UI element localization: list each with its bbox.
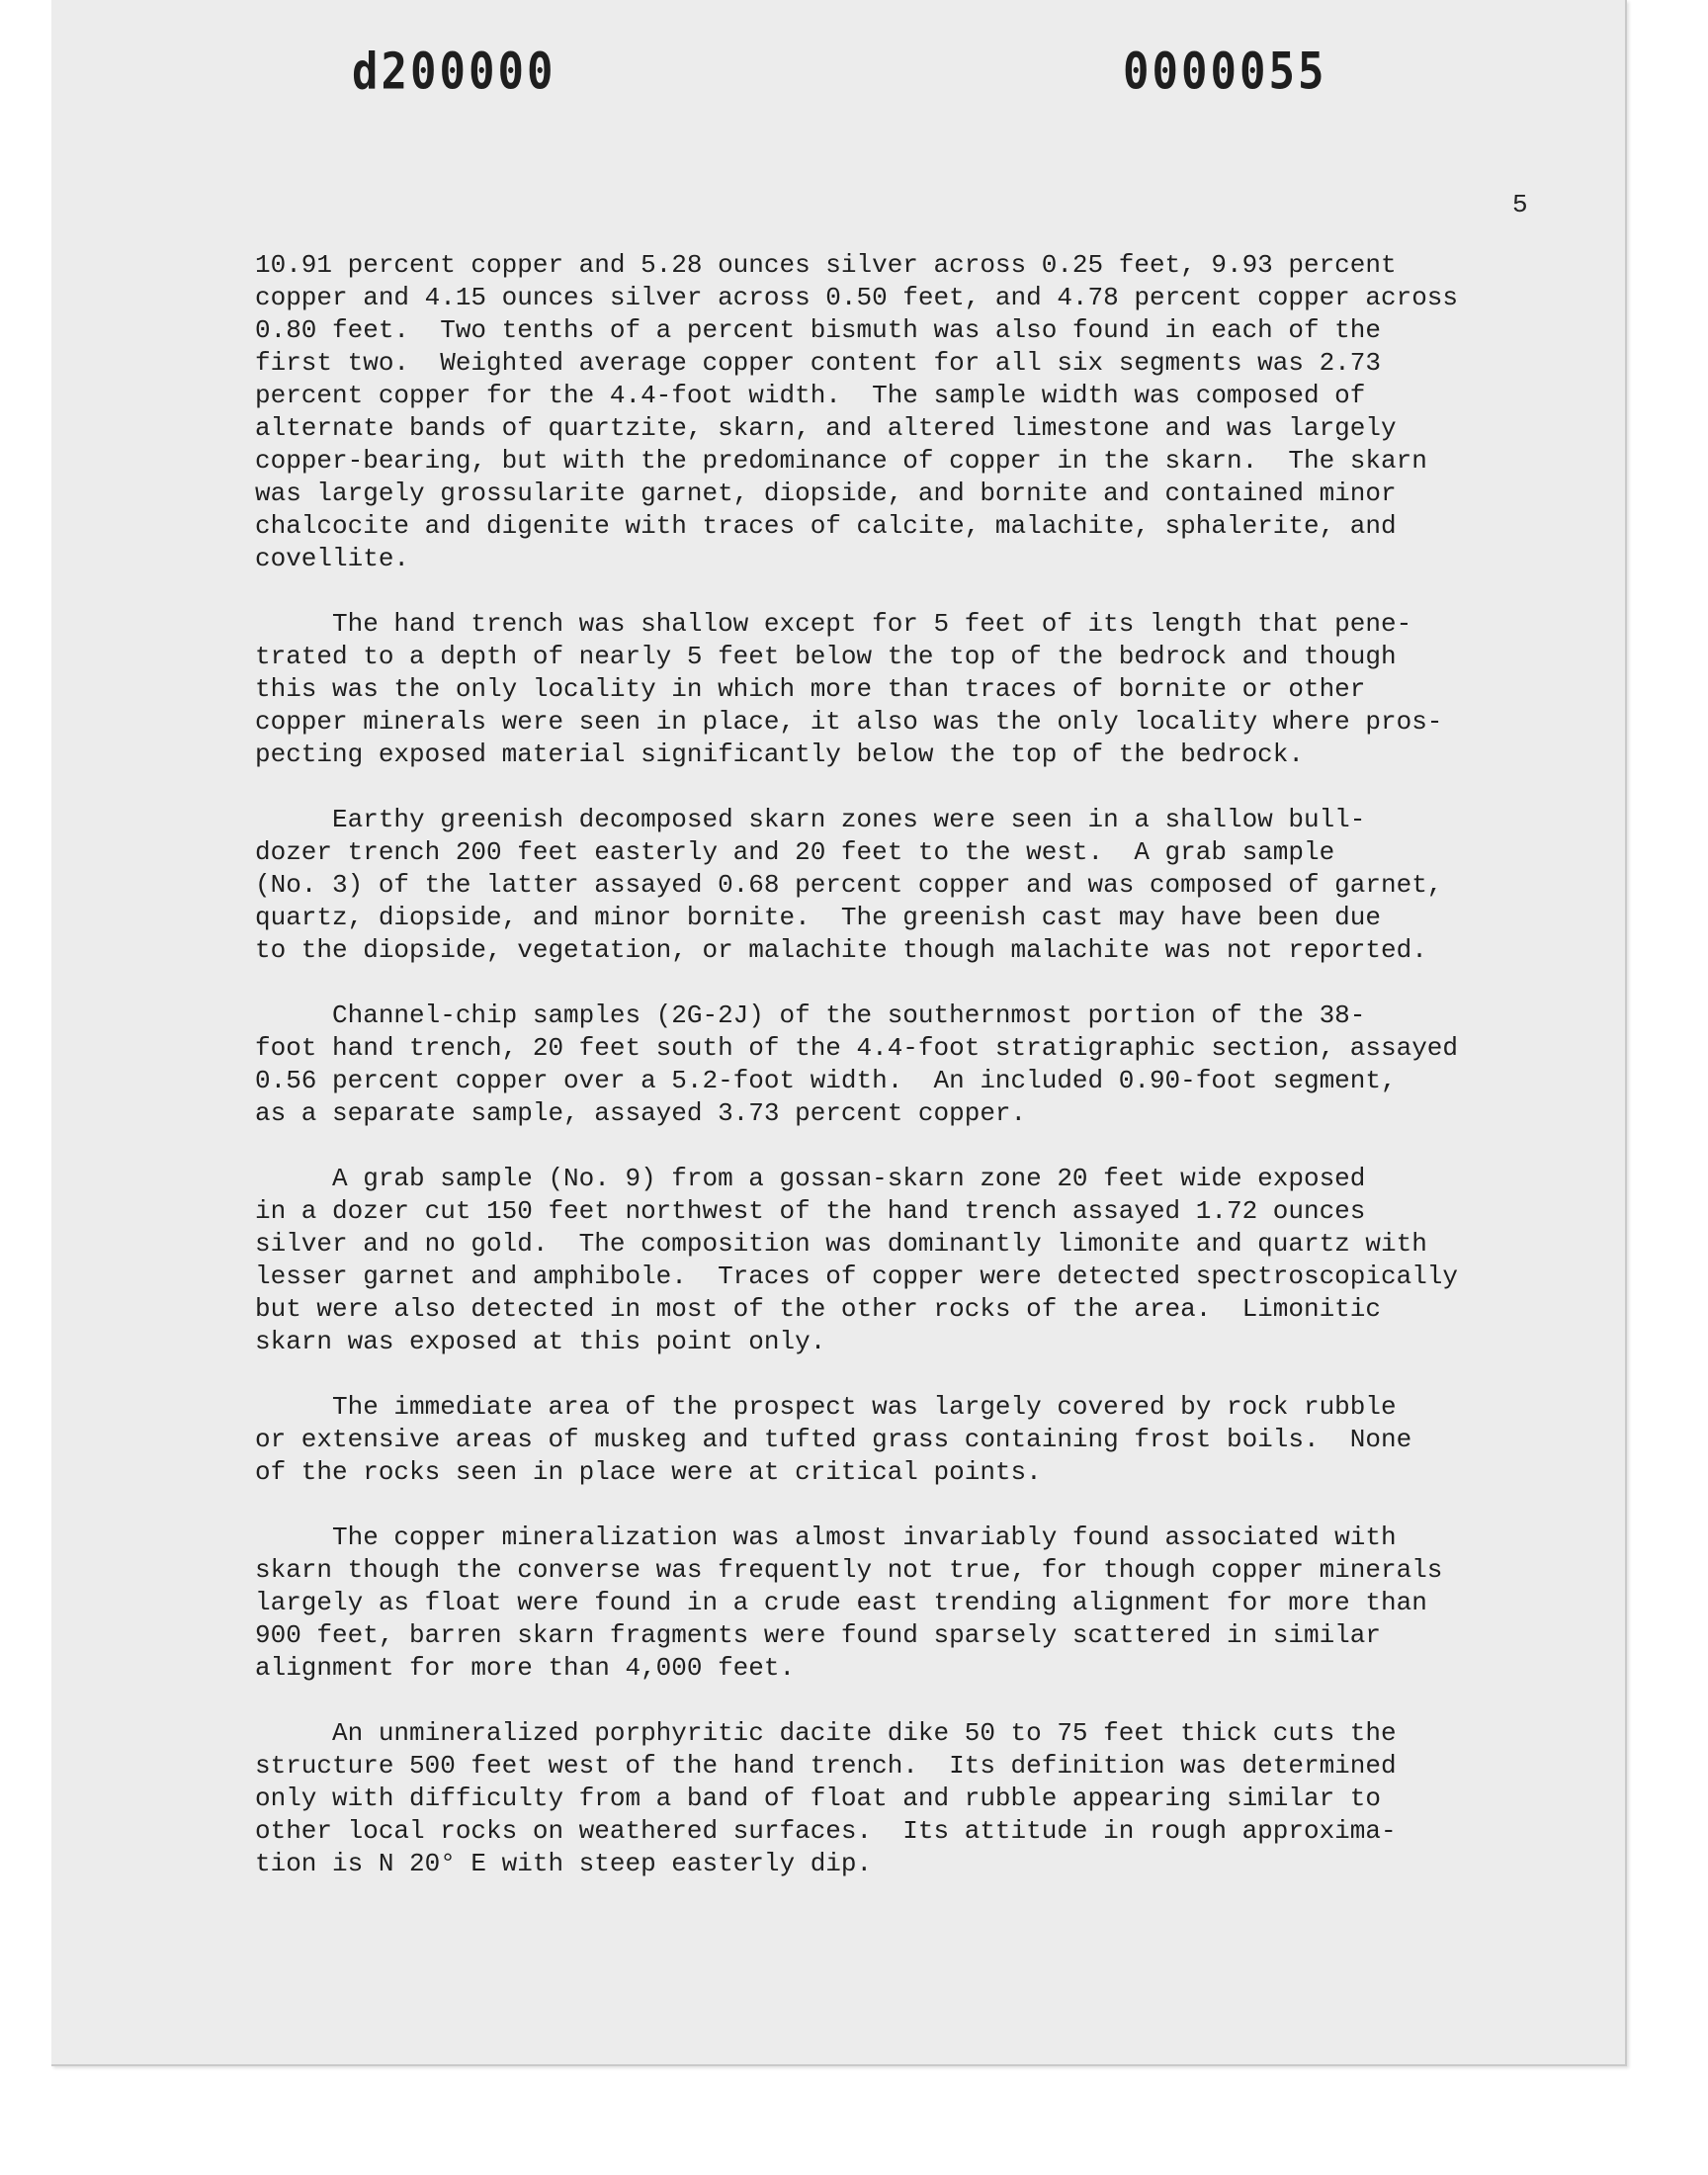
text-line: The copper mineralization was almost invariably found associated with <box>255 1522 1397 1552</box>
paragraph <box>255 804 1550 967</box>
text-line: 900 feet, barren skarn fragments were found sparsely scattered in similar <box>255 1620 1381 1650</box>
paragraph <box>255 1522 1550 1685</box>
text-line: or extensive areas of muskeg and tufted grass containing frost boils. None <box>255 1425 1412 1454</box>
paragraph <box>255 1163 1550 1358</box>
text-line: to the diopside, vegetation, or malachite though malachite was not reported. <box>255 935 1427 965</box>
text-line: chalcocite and digenite with traces of calcite, malachite, sphalerite, and <box>255 511 1397 541</box>
document-stamp-right: 0000055 <box>1123 43 1327 102</box>
document-body <box>255 249 1550 1913</box>
text-line: only with difficulty from a band of float and rubble appearing similar to <box>255 1784 1381 1813</box>
text-line: copper-bearing, but with the predominance of copper in the skarn. The skarn <box>255 446 1427 476</box>
text-line: tion is N 20° E with steep easterly dip. <box>255 1849 873 1878</box>
text-line: covellite. <box>255 544 410 573</box>
document-stamp-left: d200000 <box>352 43 556 102</box>
text-line: silver and no gold. The composition was dominantly limonite and quartz with <box>255 1229 1427 1259</box>
paragraph <box>255 1391 1550 1489</box>
text-line: A grab sample (No. 9) from a gossan-skarn zone 20 feet wide exposed <box>255 1164 1366 1193</box>
text-line: Channel-chip samples (2G-2J) of the southernmost portion of the 38- <box>255 1000 1366 1030</box>
text-line: alternate bands of quartzite, skarn, and altered limestone and was largely <box>255 413 1397 443</box>
text-line: 0.56 percent copper over a 5.2-foot width. An included 0.90-foot segment, <box>255 1066 1397 1095</box>
text-line: alignment for more than 4,000 feet. <box>255 1653 796 1683</box>
text-line: pecting exposed material significantly below the top of the bedrock. <box>255 740 1304 769</box>
paragraph <box>255 1717 1550 1880</box>
text-line: An unmineralized porphyritic dacite dike 50 to 75 feet thick cuts the <box>255 1718 1397 1748</box>
text-line: foot hand trench, 20 feet south of the 4.4-foot stratigraphic section, assayed <box>255 1033 1458 1063</box>
text-line: quartz, diopside, and minor bornite. The greenish cast may have been due <box>255 903 1381 932</box>
page-number: 5 <box>1512 190 1528 219</box>
text-line: The immediate area of the prospect was largely covered by rock rubble <box>255 1392 1397 1422</box>
paragraph <box>255 1000 1550 1130</box>
text-line: The hand trench was shallow except for 5 feet of its length that pene- <box>255 609 1412 639</box>
text-line: skarn was exposed at this point only. <box>255 1327 826 1356</box>
text-line: percent copper for the 4.4-foot width. The sample width was composed of <box>255 381 1366 410</box>
text-line: as a separate sample, assayed 3.73 percent copper. <box>255 1098 1027 1128</box>
text-line: dozer trench 200 feet easterly and 20 feet to the west. A grab sample <box>255 837 1335 867</box>
text-line: 0.80 feet. Two tenths of a percent bismuth was also found in each of the <box>255 315 1381 345</box>
text-line: lesser garnet and amphibole. Traces of copper were detected spectroscopically <box>255 1262 1458 1291</box>
text-line: trated to a depth of nearly 5 feet below the top of the bedrock and though <box>255 642 1397 671</box>
text-line: copper and 4.15 ounces silver across 0.50 feet, and 4.78 percent copper across <box>255 283 1458 312</box>
text-line: but were also detected in most of the other rocks of the area. Limonitic <box>255 1294 1381 1324</box>
text-line: copper minerals were seen in place, it also was the only locality where pros- <box>255 707 1443 737</box>
text-line: other local rocks on weathered surfaces. Its attitude in rough approxima- <box>255 1816 1397 1846</box>
text-line: Earthy greenish decomposed skarn zones were seen in a shallow bull- <box>255 805 1366 834</box>
text-line: this was the only locality in which more than traces of bornite or other <box>255 674 1366 704</box>
paragraph <box>255 608 1550 771</box>
text-line: structure 500 feet west of the hand trench. Its definition was determined <box>255 1751 1397 1781</box>
text-line: of the rocks seen in place were at critical points. <box>255 1457 1042 1487</box>
text-line: 10.91 percent copper and 5.28 ounces silver across 0.25 feet, 9.93 percent <box>255 250 1397 280</box>
text-line: in a dozer cut 150 feet northwest of the hand trench assayed 1.72 ounces <box>255 1196 1366 1226</box>
paragraph <box>255 249 1550 575</box>
text-line: (No. 3) of the latter assayed 0.68 percent copper and was composed of garnet, <box>255 870 1443 900</box>
text-line: largely as float were found in a crude east trending alignment for more than <box>255 1588 1427 1617</box>
text-line: skarn though the converse was frequently not true, for though copper minerals <box>255 1555 1443 1585</box>
text-line: first two. Weighted average copper content for all six segments was 2.73 <box>255 348 1381 378</box>
text-line: was largely grossularite garnet, diopside, and bornite and contained minor <box>255 478 1397 508</box>
